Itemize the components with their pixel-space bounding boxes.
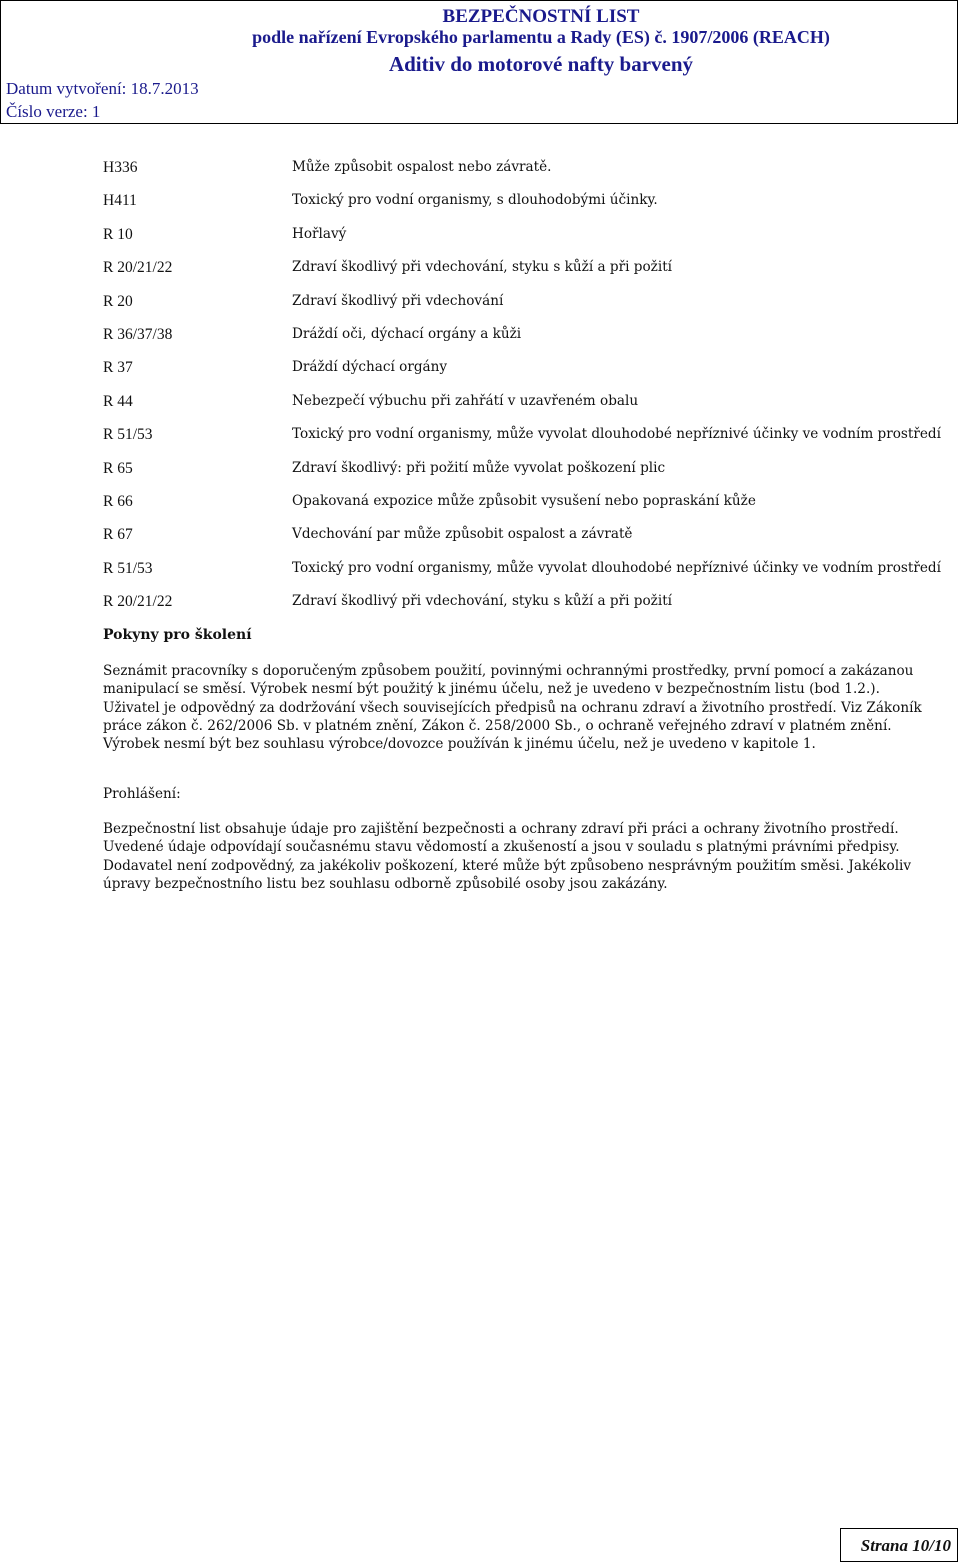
- phrase-text: Nebezpečí výbuchu při zahřátí v uzavřeném obalu: [292, 392, 639, 409]
- phrase-code: R 51/53: [103, 426, 153, 444]
- phrase-code: R 51/53: [103, 559, 153, 577]
- phrase-row: [103, 386, 960, 419]
- phrase-code: H411: [103, 192, 137, 210]
- phrase-code: R 10: [103, 225, 133, 243]
- training-text: Seznámit pracovníky s doporučeným způsobem použití, povinnými ochrannými prostředky, první pomocí a zakázanou manipulací se směsí. Výrobek nesmí být použitý k jinému účelu, než je uvedeno v bezpečnostním listu (bod 1.2.). Uživatel je odpovědný za dodržování všech souvisejících předpisů na ochranu zdraví a životního prostředí. Viz Zákoník práce zákon č. 262/2006 Sb. v platném znění, Zákon č. 258/2000 Sb., o ochraně veřejného zdraví v platném znění. Výrobek nesmí být bez souhlasu výrobce/dovozce používán k jinému účelu, než je uvedeno v kapitole 1.: [103, 663, 922, 753]
- phrase-code: R 66: [103, 492, 133, 510]
- phrase-code: R 67: [103, 526, 133, 544]
- phrase-row: [103, 352, 960, 385]
- page-number: Strana 10/10: [860, 1536, 951, 1555]
- phrase-row: [103, 152, 960, 185]
- phrase-code: R 20: [103, 292, 133, 310]
- phrase-row: [103, 519, 960, 552]
- phrase-row: [103, 419, 960, 452]
- header-regulation: podle nařízení Evropského parlamentu a Rady (ES) č. 1907/2006 (REACH): [252, 27, 830, 47]
- phrase-text: Zdraví škodlivý: při požití může vyvolat poškození plic: [292, 459, 666, 476]
- phrase-text: Zdraví škodlivý při vdechování: [292, 292, 504, 309]
- phrase-text: Opakovaná expozice může způsobit vysušení nebo popraskání kůže: [292, 492, 756, 509]
- phrase-text: Může způsobit ospalost nebo závratě.: [292, 159, 552, 175]
- phrase-row: [103, 286, 960, 319]
- phrase-row: [103, 586, 960, 619]
- phrase-code: R 20/21/22: [103, 593, 173, 611]
- phrase-code: R 65: [103, 459, 133, 477]
- phrase-code: R 20/21/22: [103, 259, 173, 277]
- phrase-code: H336: [103, 159, 138, 176]
- phrase-text: Toxický pro vodní organismy, může vyvolat dlouhodobé nepříznivé účinky ve vodním prostředí: [292, 559, 941, 576]
- header-created-date: Datum vytvoření: 18.7.2013: [6, 79, 199, 98]
- phrase-row: [103, 553, 960, 586]
- header-product-name: Aditiv do motorové nafty barvený: [388, 52, 694, 76]
- phrase-row: [103, 319, 960, 352]
- phrase-row: [103, 185, 960, 218]
- phrase-row: [103, 453, 960, 486]
- phrase-code: R 37: [103, 359, 133, 377]
- phrase-text: Toxický pro vodní organismy, může vyvolat dlouhodobé nepříznivé účinky ve vodním prostředí: [292, 426, 941, 443]
- phrase-text: Zdraví škodlivý při vdechování, styku s kůží a při požití: [292, 593, 673, 610]
- header-title: BEZPEČNOSTNÍ LIST: [442, 6, 640, 27]
- phrase-text: Vdechování par může způsobit ospalost a závratě: [292, 526, 633, 543]
- document-header: [0, 0, 958, 124]
- phrase-row: [103, 219, 960, 252]
- declaration-label: Prohlášení:: [103, 786, 181, 802]
- training-title: Pokyny pro školení: [103, 627, 252, 643]
- page-footer: [840, 1528, 958, 1562]
- hazard-phrase-list: [103, 152, 960, 619]
- phrase-text: Toxický pro vodní organismy, s dlouhodobými účinky.: [292, 192, 658, 209]
- phrase-code: R 36/37/38: [103, 325, 173, 343]
- phrase-row: [103, 486, 960, 519]
- phrase-text: Dráždí dýchací orgány: [292, 359, 448, 376]
- phrase-text: Dráždí oči, dýchací orgány a kůži: [292, 325, 522, 342]
- declaration-text: Bezpečnostní list obsahuje údaje pro zajištění bezpečnosti a ochrany zdraví při práci a ochrany životního prostředí. Uvedené údaje odpovídají současnému stavu vědomostí a zkušeností a jsou v souladu s platnými právními předpisy. Dodavatel není zodpovědný, za jakékoliv poškození, které může být způsobeno nesprávným použitím směsi. Jakékoliv úpravy bezpečnostního listu bez souhlasu odborně způsobilé osoby jsou zakázány.: [103, 821, 912, 892]
- header-version: Číslo verze: 1: [6, 102, 101, 121]
- phrase-code: R 44: [103, 392, 133, 410]
- phrase-row: [103, 252, 960, 285]
- phrase-text: Hořlavý: [292, 225, 347, 242]
- phrase-text: Zdraví škodlivý při vdechování, styku s kůží a při požití: [292, 259, 673, 276]
